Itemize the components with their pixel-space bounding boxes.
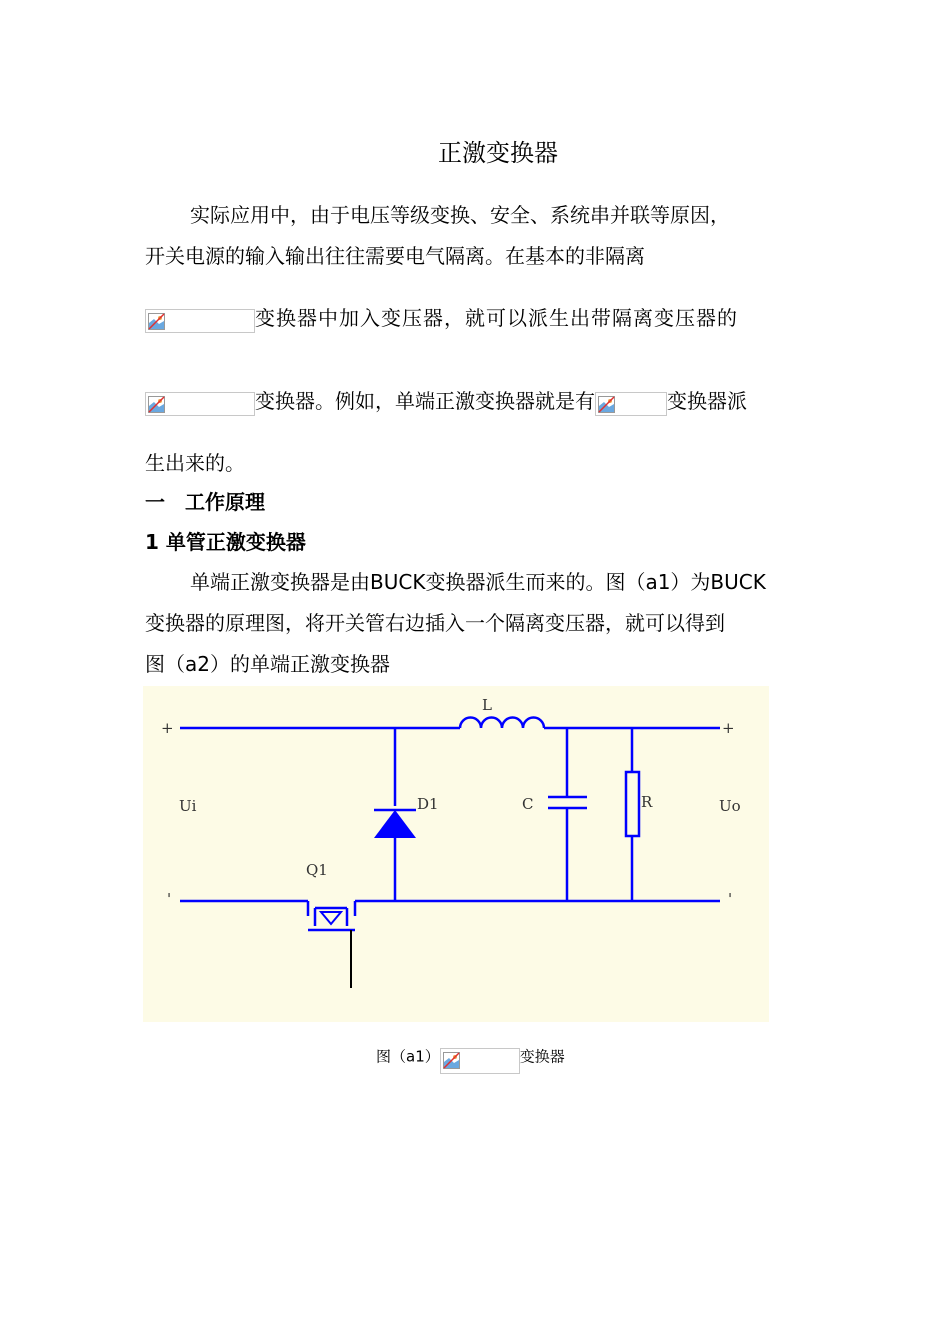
inductor-l xyxy=(460,718,544,729)
mosfet-body-diode xyxy=(321,912,341,924)
broken-image-icon xyxy=(598,396,615,413)
paragraph-line: 变换器。例如，单端正激变换器就是有 变换器派 xyxy=(145,382,747,416)
label-resistor: R xyxy=(641,793,653,811)
label-uo: Uo xyxy=(719,797,741,815)
broken-image-icon xyxy=(443,1052,460,1069)
section-heading: 一 工作原理 xyxy=(145,490,265,514)
figure-caption: 图（a1） 变换器 xyxy=(376,1038,565,1074)
broken-image-placeholder xyxy=(595,392,667,416)
label-minus-out: ' xyxy=(728,890,733,908)
page-title: 正激变换器 xyxy=(438,139,558,167)
broken-image-icon xyxy=(148,313,165,330)
broken-image-placeholder xyxy=(440,1048,520,1074)
paragraph-line: 变换器中加入变压器，就可以派生出带隔离变压器的 xyxy=(145,299,738,333)
diode-triangle xyxy=(374,810,416,838)
paragraph-line: 单端正激变换器是由BUCK变换器派生而来的。图（a1）为BUCK xyxy=(190,570,766,594)
label-capacitor: C xyxy=(522,795,534,813)
paragraph-line: 变换器的原理图，将开关管右边插入一个隔离变压器，就可以得到 xyxy=(145,611,725,635)
label-diode: D1 xyxy=(417,795,439,813)
buck-circuit-diagram xyxy=(143,686,769,1022)
subsection-heading: 1 单管正激变换器 xyxy=(145,530,306,554)
paragraph-line: 生出来的。 xyxy=(145,451,245,475)
paragraph-line: 开关电源的输入输出往往需要电气隔离。在基本的非隔离 xyxy=(145,244,645,268)
buck-circuit-figure xyxy=(143,686,769,1022)
label-inductor: L xyxy=(482,696,492,714)
paragraph-line: 实际应用中，由于电压等级变换、安全、系统串并联等原因， xyxy=(190,203,730,227)
label-plus-in: + xyxy=(161,719,174,737)
paragraph-line: 图（a2）的单端正激变换器 xyxy=(145,652,390,676)
label-ui: Ui xyxy=(179,797,197,815)
broken-image-placeholder xyxy=(145,309,255,333)
label-plus-out: + xyxy=(722,719,735,737)
resistor-r xyxy=(626,772,639,836)
label-minus-in: ' xyxy=(167,890,172,908)
label-switch: Q1 xyxy=(306,861,328,879)
broken-image-icon xyxy=(148,396,165,413)
broken-image-placeholder xyxy=(145,392,255,416)
